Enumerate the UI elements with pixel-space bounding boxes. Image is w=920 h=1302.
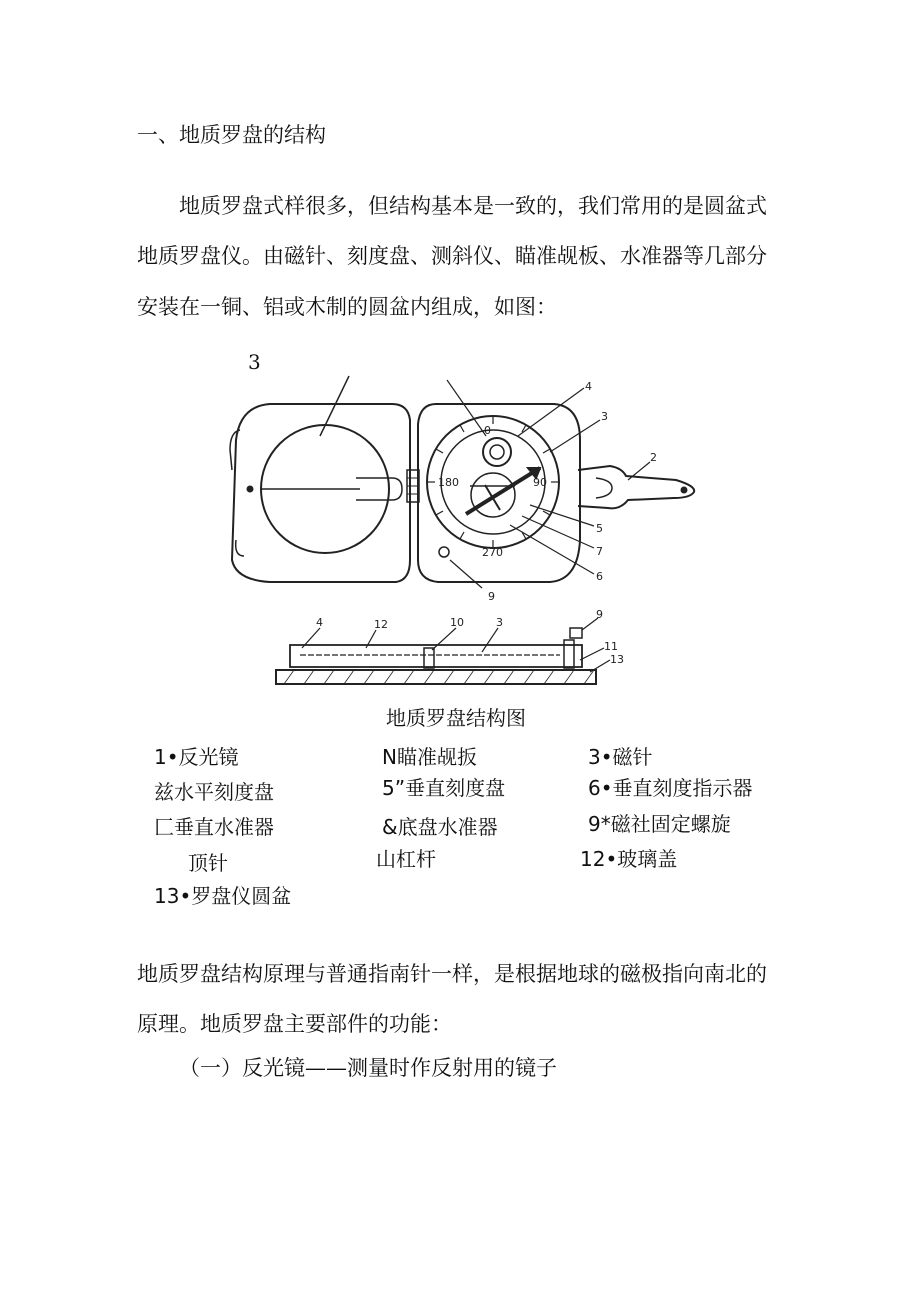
legend-item: 1•反光镜 <box>154 745 239 769</box>
dial-label-90: 90 <box>533 476 547 489</box>
bullseye-level <box>483 438 511 466</box>
principle-line-1: 地质罗盘结构原理与普通指南针一样，是根据地球的磁极指向南北的 <box>137 962 767 986</box>
side-callout-9: 9 <box>596 608 603 621</box>
side-callout-11: 11 <box>604 640 618 653</box>
side-callout-13: 13 <box>610 653 624 666</box>
legend-item: &底盘水准器 <box>382 815 498 839</box>
fixing-screw-side <box>570 628 582 638</box>
side-callout-4: 4 <box>316 616 323 629</box>
section-heading: 一、地质罗盘的结构 <box>137 123 326 147</box>
intro-line-3: 安装在一铜、铝或木制的圆盆内组成，如图： <box>137 295 557 319</box>
callout-label-6: 6 <box>596 570 603 583</box>
callout-label-5: 5 <box>596 522 603 535</box>
dial-label-180: 180 <box>438 476 459 489</box>
figure-caption: 地质罗盘结构图 <box>386 706 526 730</box>
callout-label-3: 3 <box>601 410 608 423</box>
callout-label-7: 7 <box>596 545 603 558</box>
legend-item: 9*磁社固定螺旋 <box>588 812 731 836</box>
intro-line-1: 地质罗盘式样很多，但结构基本是一致的，我们常用的是圆盆式 <box>179 194 767 218</box>
mirror-lid-outline <box>232 404 410 582</box>
principle-line-2: 原理。地质罗盘主要部件的功能： <box>137 1012 452 1036</box>
legend-item: 兹水平刻度盘 <box>154 780 274 804</box>
base-plate <box>276 670 596 684</box>
side-callout-10: 10 <box>450 616 464 629</box>
legend-item: 3•磁针 <box>588 745 653 769</box>
side-callout-3: 3 <box>496 616 503 629</box>
side-body <box>290 645 582 667</box>
callout-label-9: 9 <box>488 590 495 603</box>
callout-line-1 <box>320 376 349 436</box>
dial-label-270: 270 <box>482 546 503 559</box>
legend-item: 6•垂直刻度指示器 <box>588 776 753 800</box>
item-reflector: （一）反光镜——测量时作反射用的镜子 <box>179 1056 557 1080</box>
fixing-screw <box>439 547 449 557</box>
sight-arm <box>578 466 694 508</box>
legend-item: 山杠杆 <box>376 847 436 871</box>
callout-label-2: 2 <box>650 451 657 464</box>
legend-item: 顶针 <box>188 851 228 875</box>
callout-label-4: 4 <box>585 380 592 393</box>
intro-line-2: 地质罗盘仪。由磁针、刻度盘、测斜仪、瞄准觇板、水准器等几部分 <box>137 244 767 268</box>
legend-item: N瞄准觇扳 <box>382 745 477 769</box>
legend-item: 12•玻璃盖 <box>580 847 678 871</box>
legend-item: 13•罗盘仪圆盆 <box>154 884 292 908</box>
side-callout-12: 12 <box>374 618 388 631</box>
legend-item: 匚垂直水准器 <box>154 815 274 839</box>
figure-top-marker: 3 <box>248 350 261 374</box>
dial-label-0: 0 <box>484 424 491 437</box>
legend-item: 5”垂直刻度盘 <box>382 776 506 800</box>
